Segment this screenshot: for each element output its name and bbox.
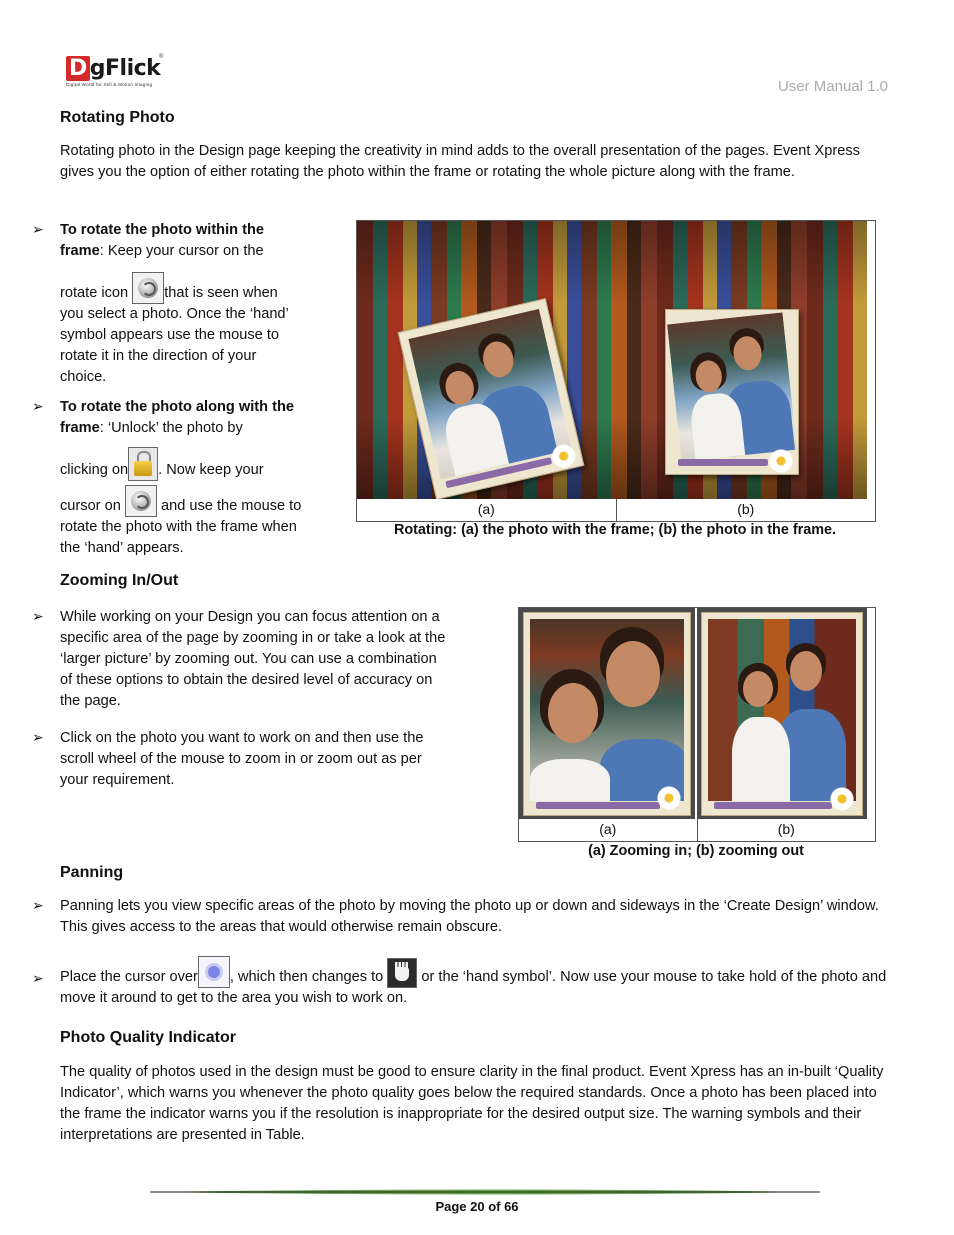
figure-label-b: (b)	[697, 819, 876, 841]
bullet-arrow: ➢	[32, 970, 44, 986]
zooming-figure	[518, 607, 876, 821]
daisy-decoration	[826, 783, 858, 815]
panning-bullet-1: Panning lets you view specific areas of the photo by moving the photo up or down and sideways in the ‘Create Design’ window. This gives access to the areas that would otherwise remain obscure.	[60, 898, 879, 935]
rotating-figure-labels	[356, 499, 876, 522]
panning-bullet-2-text-c: or the ‘hand symbol’. Now use your mouse to take hold of the photo and move it around to get to the area you wish to work on.	[60, 969, 887, 1006]
rotating-bullet-2-text-e: and use the mouse to rotate the photo with the frame when the ‘hand’ appears.	[60, 498, 302, 556]
rotating-bullet-2-text-c: . Now keep your	[158, 462, 264, 478]
rotating-figure	[356, 220, 876, 501]
figure-label-a: (a)	[599, 821, 617, 837]
zooming-bullet-1: While working on your Design you can focus attention on a specific area of the page by zooming in or take a look at the ‘larger picture’ by zooming out. You can use a combination of these options to obtain the desired level of accuracy on the page.	[60, 609, 446, 709]
bullet-arrow: ➢	[32, 398, 44, 414]
manual-version-label: User Manual 1.0	[777, 78, 888, 95]
couple-photo-zoomed-out	[708, 619, 856, 801]
rotating-bullet-2-text-a: : ‘Unlock’ the photo by	[99, 420, 243, 436]
rotate-icon	[132, 272, 164, 304]
couple-photo	[408, 309, 571, 479]
quality-body: The quality of photos used in the design must be good to ensure clarity in the final product. Event Xpress has an in-built ‘Quality Indicator’, which warns you whenever the photo quality goes below the required standards. Once a photo has been placed into the frame the indicator warns you if the resolution is inappropriate for the desired output size. The warning symbols and their interpretations are presented in Table.	[60, 1064, 884, 1143]
rotating-bullet-1-text-c: that is seen when you select a photo. Once the ‘hand’ symbol appears use the mouse to rotate it in the direction of your choice.	[60, 285, 289, 385]
panning-bullet-2-text-a: Place the cursor over	[60, 969, 198, 985]
logo-letter-d: D	[66, 56, 90, 81]
photo-frame-zoomed-out	[701, 612, 863, 816]
rotating-bullet-2-text-d: cursor on	[60, 498, 121, 514]
photo-frame-zoomed-in	[523, 612, 691, 816]
section-heading-panning: Panning	[60, 864, 124, 881]
rotating-bullet-2-bold: To rotate the photo along with the frame	[60, 399, 295, 436]
rotating-bullet-1	[60, 220, 305, 388]
daisy-decoration	[652, 781, 686, 815]
bullet-arrow: ➢	[32, 897, 44, 913]
pan-cursor-icon	[198, 956, 230, 988]
bullet-arrow: ➢	[32, 729, 44, 745]
logo-tagline: Digital World for Still & Motion Imaging	[66, 82, 153, 87]
logo-registered-mark: ®	[159, 54, 164, 60]
rotating-figure-caption: Rotating: (a) the photo with the frame; (b) the photo in the frame.	[393, 522, 837, 538]
figure-label-a: (a)	[477, 501, 495, 517]
section-heading-rotating: Rotating Photo	[60, 109, 175, 126]
rotating-bullet-1-text-a: : Keep your cursor on the	[99, 243, 264, 259]
photo-frame-straight	[665, 309, 799, 475]
panning-bullet-2	[60, 956, 890, 1009]
bullet-arrow: ➢	[32, 608, 44, 624]
rotating-bullet-1-bold: To rotate the photo within the frame	[60, 222, 265, 259]
section-heading-quality: Photo Quality Indicator	[60, 1029, 237, 1046]
panning-bullet-2-text-b: , which then changes to	[229, 969, 384, 985]
hand-icon	[387, 958, 417, 988]
rotating-intro: Rotating photo in the Design page keeping the creativity in mind adds to the overall presentation of the pages. Event Xpress gives you the option of either rotating the photo within the frame or rotating the whole picture along with the frame.	[60, 143, 860, 180]
figure-label-b: (b)	[616, 499, 876, 521]
couple-photo-zoomed-in	[530, 619, 684, 801]
page-number: Page 20 of 66	[435, 1199, 519, 1214]
rotating-bullet-2-text-b: clicking on	[60, 462, 129, 478]
zooming-bullet-2: Click on the photo you want to work on and then use the scroll wheel of the mouse to zoom in or zoom out as per your requirement.	[60, 730, 424, 788]
rotating-bullet-1-text-b: rotate icon	[60, 285, 129, 301]
rotate-icon	[125, 485, 157, 517]
lock-icon	[128, 447, 158, 481]
dgflick-logo	[66, 56, 176, 96]
footer-divider	[150, 1188, 820, 1196]
section-heading-zooming: Zooming In/Out	[60, 572, 179, 589]
zooming-figure-labels	[518, 819, 876, 842]
daisy-decoration	[768, 448, 794, 474]
logo-text: gFlick	[89, 56, 161, 81]
zoom-in-panel	[519, 608, 695, 820]
zooming-figure-caption: (a) Zooming in; (b) zooming out	[588, 843, 804, 859]
zoom-out-panel	[697, 608, 867, 820]
rotating-bullet-2	[60, 397, 305, 559]
couple-photo	[667, 312, 797, 461]
bullet-arrow: ➢	[32, 221, 44, 237]
